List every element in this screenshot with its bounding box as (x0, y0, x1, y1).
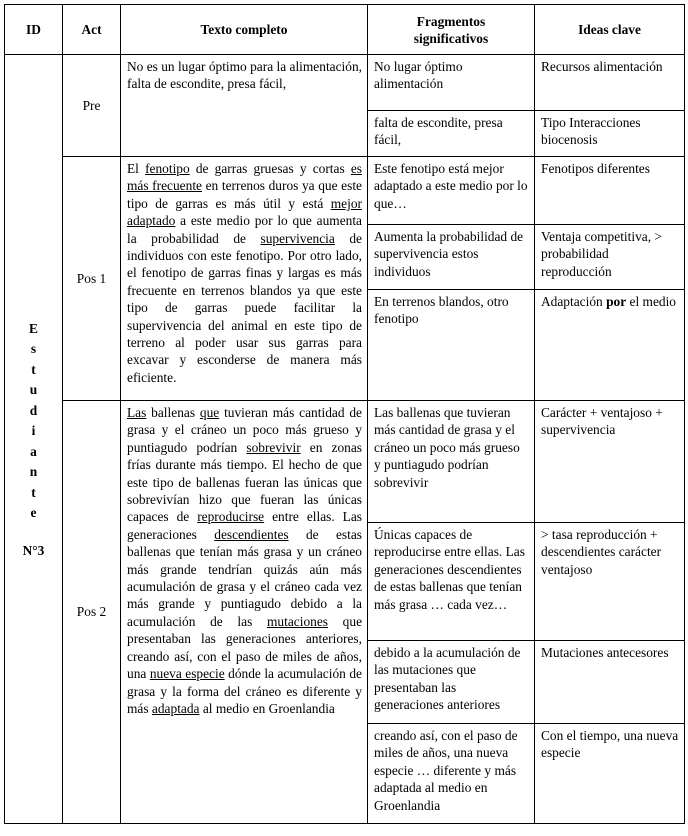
fragmento-cell (368, 401, 535, 523)
fragmento-text: Las ballenas que tuvieran más cantidad de grasa y el cráneo un poco más grueso y puntiagudo podrían sobrevivir (374, 405, 520, 490)
fragmento-text: debido a la acumulación de las mutaciones que presentaban las generaciones anteriores (374, 645, 521, 713)
student-letter: e (30, 505, 37, 521)
fragmento-cell (368, 225, 535, 290)
fragmento-cell (368, 523, 535, 641)
idea-text: Fenotipos diferentes (541, 161, 650, 176)
idea-text: Ventaja competitiva, > probabilidad reproducción (541, 229, 662, 279)
texto-completo: El fenotipo de garras gruesas y cortas es más frecuente en terrenos duros ya que este tipo de garras es más útil y está mejor adaptado a este medio por lo que aumenta la probabilidad de supervivencia de individuos con este fenotipo. Por otro lado, el fenotipo de garras finas y largas es más frecuente en terrenos blandos ya que este tipo de garras puede facilitar la supervivencia del animal en este tipo de terreno al poder usar sus garras para excavar y esconderse de manera más eficiente. (127, 161, 362, 385)
analysis-table (4, 4, 685, 824)
idea-text: Mutaciones antecesores (541, 645, 669, 660)
student-id-cell (5, 55, 63, 824)
act-label: Pos 1 (76, 270, 107, 286)
student-letter: u (29, 382, 38, 398)
idea-text: Tipo Interacciones biocenosis (541, 115, 641, 148)
student-letter: s (30, 341, 37, 357)
pos1-row-1 (5, 157, 685, 225)
student-letter: d (29, 402, 38, 418)
idea-cell (535, 225, 685, 290)
fragmento-text: En terrenos blandos, otro fenotipo (374, 294, 509, 327)
idea-cell (535, 157, 685, 225)
fragmento-cell (368, 290, 535, 401)
header-ideas-clave: Ideas clave (535, 5, 685, 55)
header-fragmentos-line1: Fragmentos (416, 13, 486, 29)
student-letter: i (31, 423, 36, 439)
idea-cell (535, 401, 685, 523)
idea-cell (535, 523, 685, 641)
idea-text: Con el tiempo, una nueva especie (541, 728, 679, 761)
fragmento-cell (368, 157, 535, 225)
idea-text: Adaptación por el medio (541, 294, 677, 309)
act-label: Pre (82, 97, 101, 113)
fragmento-text: falta de escondite, presa fácil, (374, 115, 503, 148)
student-letter: t (31, 361, 36, 377)
fragmento-text: No lugar óptimo alimentación (374, 59, 463, 92)
idea-cell (535, 641, 685, 724)
idea-text: Recursos alimentación (541, 59, 663, 74)
idea-cell (535, 55, 685, 111)
student-letter: n (29, 464, 38, 480)
idea-cell (535, 111, 685, 157)
pos2-row-1 (5, 401, 685, 523)
fragmento-text: Únicas capaces de reproducirse entre ellas. Las generaciones descendientes de estas ballenas que tenían más grasa … cada vez… (374, 527, 525, 612)
fragmento-text: creando así, con el paso de miles de años, una nueva especie … diferente y más adaptada al medio en Groenlandia (374, 728, 518, 813)
header-fragmentos-line2: significativos (413, 30, 489, 46)
student-letter: E (29, 320, 38, 336)
idea-cell (535, 724, 685, 824)
texto-pos2 (121, 401, 368, 824)
fragmento-cell (368, 111, 535, 157)
fragmento-cell (368, 724, 535, 824)
texto-completo: Las ballenas que tuvieran más cantidad de grasa y el cráneo un poco más grueso y puntiagudo podrían sobrevivir en zonas frías durante más tiempo. El hecho de que este tipo de ballenas fueran las únicas que sobrevivían hizo que fueran las únicas capaces de reproducirse entre ellas. Las generaciones descendientes de estas ballenas que tenían más grasa y un cráneo más grande tendrían quizás aún más acumulación de grasa y el cráneo cada vez más grande y puntiagudo debido a la acumulación de las mutaciones que presentaban las generaciones anteriores, creando así, con el paso de miles de años, una nueva especie dónde la acumulación de grasa y la forma del cráneo es diferente y más adaptada al medio en Groenlandia (127, 405, 363, 716)
act-label: Pos 2 (76, 604, 107, 620)
header-texto-completo: Texto completo (121, 5, 368, 55)
texto-pre (121, 55, 368, 157)
act-pre (63, 55, 121, 157)
fragmento-cell (368, 641, 535, 724)
fragmento-text: Aumenta la probabilidad de supervivencia estos individuos (374, 229, 524, 279)
header-fragmentos (368, 5, 535, 55)
header-row (5, 5, 685, 55)
act-pos1 (63, 157, 121, 401)
idea-cell (535, 290, 685, 401)
header-act: Act (63, 5, 121, 55)
student-letter: t (31, 484, 36, 500)
texto-completo: No es un lugar óptimo para la alimentación, falta de escondite, presa fácil, (127, 59, 363, 92)
idea-text: > tasa reproducción + descendientes carácter ventajoso (541, 527, 662, 577)
texto-pos1 (121, 157, 368, 401)
student-label (5, 319, 62, 524)
student-letter: a (30, 443, 37, 459)
header-id: ID (5, 5, 63, 55)
student-number: N°3 (22, 542, 45, 558)
fragmento-cell (368, 55, 535, 111)
pre-row-1 (5, 55, 685, 111)
act-pos2 (63, 401, 121, 824)
fragmento-text: Este fenotipo está mejor adaptado a este medio por lo que… (374, 161, 528, 211)
idea-text: Carácter + ventajoso + supervivencia (541, 405, 663, 438)
